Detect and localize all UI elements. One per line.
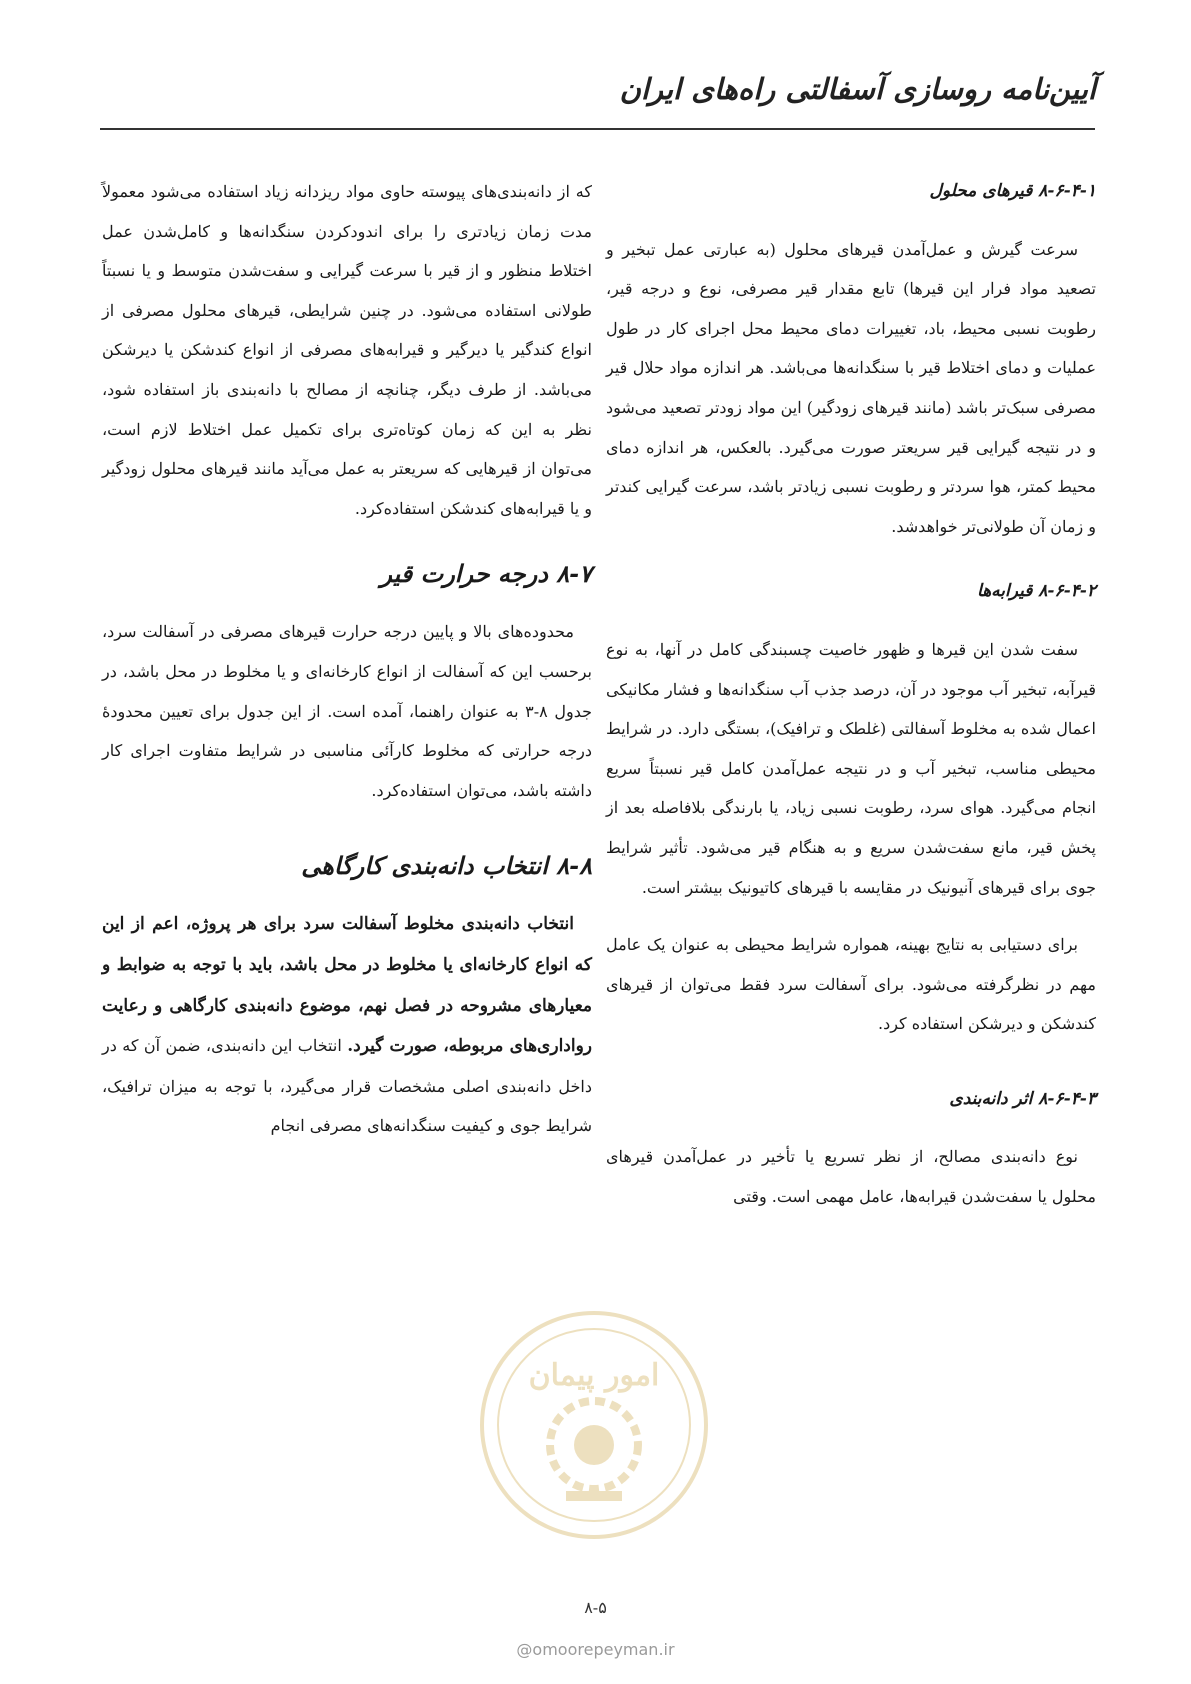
- section-heading-bitumen-temperature: ۸-۷ درجه حرارت قیر: [380, 559, 592, 589]
- regular-text: انتخاب این دانه‌بندی، ضمن آن که در داخل دانه‌بندی اصلی مشخصات قرار می‌گیرد، با توجه به میزان ترافیک، شرایط جوی و کیفیت سنگدانه‌های مصرفی انجام: [102, 1036, 592, 1136]
- paragraph: سرعت گیرش و عمل‌آمدن قیرهای محلول (به عبارتی عمل تبخیر و تصعید مواد فرار این قیرها) تابع مقدار قیر مصرفی، نوع و درجه قیر، رطوبت نسبی محیط، باد، تغییرات دمای محیط محل اجرای کار در طول عملیات و دمای اختلاط قیر با سنگدانه‌ها می‌باشد. هر اندازه مواد حلال قیر مصرفی سبک‌تر باشد (مانند قیرهای زودگیر) این مواد زودتر تصعید می‌شود و در نتیجه گیرایی قیر سریعتر صورت می‌گیرد. بالعکس، هر اندازه دمای محیط کمتر، هوا سردتر و رطوبت نسبی زیادتر باشد، سرعت گیرایی کندتر و زمان آن طولانی‌تر خواهدشد.: [605, 239, 1096, 536]
- paragraph: نوع دانه‌بندی مصالح، از نظر تسریع یا تأخیر در عمل‌آمدن قیرهای محلول یا سفت‌شدن قیرابه‌ها، عامل مهمی است. وقتی: [606, 1147, 1096, 1207]
- left-column: [102, 172, 592, 1146]
- subsection-heading-cutback-bitumen: ۸-۶-۴-۱ قیرهای محلول: [929, 181, 1096, 201]
- subsection-heading-emulsions: ۸-۶-۴-۲ قیرابه‌ها: [977, 581, 1096, 602]
- bold-text: انتخاب دانه‌بندی مخلوط آسفالت سرد برای هر پروژه، اعم از این که انواع کارخانه‌ای یا مخلوط در محل باشد، باید با توجه به ضوابط و معیارهای مشروحه در فصل نهم، موضوع دانه‌بندی کارگاهی و رعایت رواداری‌های مربوطه، صورت گیرد.: [102, 914, 592, 1057]
- page-header-title: آیین‌نامه روسازی آسفالتی راه‌های ایران: [619, 72, 1096, 106]
- paragraph: محدوده‌های بالا و پایین درجه حرارت قیرهای مصرفی در آسفالت سرد، برحسب این که آسفالت از انواع کارخانه‌ای و یا مخلوط در محل باشد، در جدول ۸-۳ به عنوان راهنما، آمده است. از این جدول برای تعیین محدودهٔ درجه حرارتی که مخلوط کارآئی مناسبی در شرایط متفاوت اجرای کار داشته باشد، می‌توان استفاده‌کرد.: [102, 622, 592, 800]
- paragraph: برای دستیابی به نتایج بهینه، همواره شرایط محیطی به عنوان یک عامل مهم در نظرگرفته می‌شود. برای آسفالت سرد فقط می‌توان از قیرهای کندشکن و دیرشکن استفاده کرد.: [606, 935, 1096, 1034]
- subsection-heading-gradation-effect: ۸-۶-۴-۳ اثر دانه‌بندی: [949, 1088, 1096, 1109]
- svg-text:امور پیمان: امور پیمان: [528, 1358, 660, 1393]
- paragraph: [102, 904, 592, 1146]
- header-divider: [100, 128, 1095, 130]
- watermark-seal-icon: [474, 1305, 714, 1545]
- right-column: [606, 172, 1096, 1217]
- watermark-url: @omoorepeyman.ir: [516, 1640, 675, 1659]
- section-heading-site-gradation: ۸-۸ انتخاب دانه‌بندی کارگاهی: [301, 851, 592, 881]
- page-number: ۸-۵: [584, 1598, 607, 1617]
- paragraph: که از دانه‌بندی‌های پیوسته حاوی مواد ریزدانه زیاد استفاده می‌شود معمولاً مدت زمان زیادتری را برای اندودکردن سنگدانه‌ها و کامل‌شدن عمل اختلاط منظور و از قیر با سرعت گیرایی و سفت‌شدن متوسط و یا نسبتاً طولانی استفاده می‌شود. در چنین شرایطی، قیرهای محلول مصرفی از انواع کندگیر یا دیرگیر و قیرابه‌های مصرفی از انواع کندشکن یا دیرشکن می‌باشد. از طرف دیگر، چنانچه از مصالح با دانه‌بندی باز استفاده شود، نظر به این که زمان کوتاه‌تری برای تکمیل عمل اختلاط لازم است، می‌توان از قیرهایی که سریعتر به عمل می‌آید مانند قیرهای محلول زودگیر و یا قیرابه‌های کندشکن استفاده‌کرد.: [102, 182, 592, 518]
- paragraph: سفت شدن این قیرها و ظهور خاصیت چسبندگی کامل در آنها، به نوع قیرآبه، تبخیر آب موجود در آن، درصد جذب آب سنگدانه‌ها و فشار مکانیکی اعمال شده به مخلوط آسفالتی (غلطک و ترافیک)، بستگی دارد. در شرایط محیطی مناسب، تبخیر آب و در نتیجه عمل‌آمدن کامل قیر نسبتاً سریع انجام می‌گیرد. هوای سرد، رطوبت نسبی زیاد، یا بارندگی بلافاصله بعد از پخش قیر، مانع سفت‌شدن سریع و به هنگام قیر می‌شود. تأثیر شرایط جوی برای قیرهای آنیونیک در مقایسه با قیرهای کاتیونیک بیشتر است.: [606, 639, 1097, 897]
